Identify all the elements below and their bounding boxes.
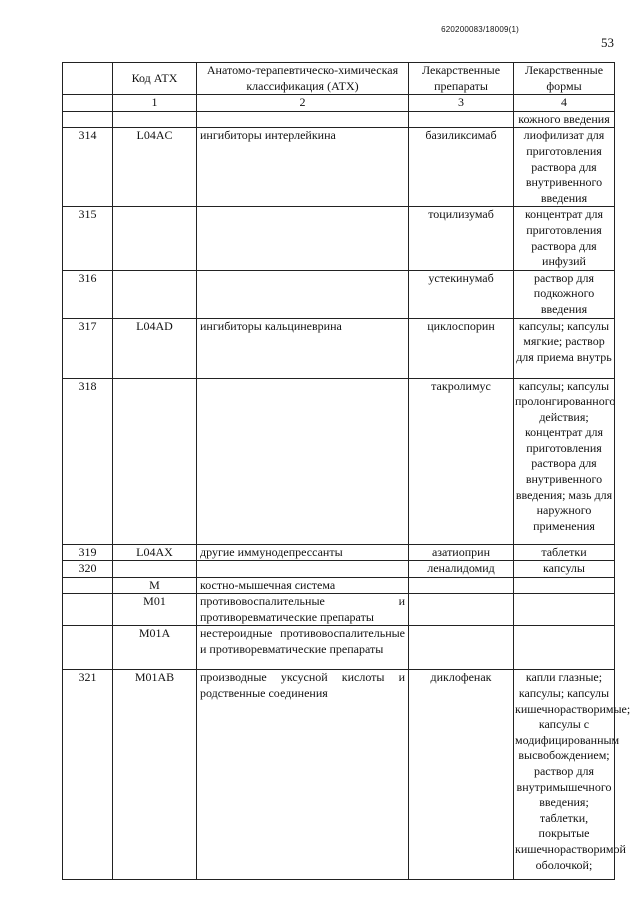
drug-name xyxy=(409,577,514,594)
atx-name: противовоспалительные и противоревматические препараты xyxy=(197,594,409,626)
header-drugs: Лекарственные препараты xyxy=(409,63,514,95)
atx-code xyxy=(113,207,197,270)
table-row xyxy=(63,128,615,207)
atx-name: ингибиторы интерлейкина xyxy=(197,128,409,207)
atx-code: L04AX xyxy=(113,544,197,561)
header-forms: Лекарственные формы xyxy=(514,63,615,95)
column-number: 3 xyxy=(409,95,514,112)
drug-form: лиофилизат для приготовления раствора для внутривенного введения xyxy=(514,128,615,207)
atx-code xyxy=(113,561,197,578)
table-row xyxy=(63,626,615,670)
drug-form: таблетки xyxy=(514,544,615,561)
continuation-text: кожного введения xyxy=(514,111,615,128)
page-number: 53 xyxy=(601,35,614,50)
table-row xyxy=(63,270,615,318)
atx-name: нестероидные противовоспалительные и противоревматические препараты xyxy=(197,626,409,670)
table-row xyxy=(63,378,615,544)
drug-form: капсулы; капсулы мягкие; раствор для приема внутрь xyxy=(514,318,615,378)
table-row xyxy=(63,670,615,880)
row-index: 314 xyxy=(63,128,113,207)
drug-form: капсулы xyxy=(514,561,615,578)
atx-name: производные уксусной кислоты и родственные соединения xyxy=(197,670,409,880)
table-row xyxy=(63,207,615,270)
drug-name: азатиоприн xyxy=(409,544,514,561)
column-number: 4 xyxy=(514,95,615,112)
drug-name xyxy=(409,594,514,626)
row-index: 321 xyxy=(63,670,113,880)
header-index xyxy=(63,63,113,95)
drug-name xyxy=(409,626,514,670)
drug-name: леналидомид xyxy=(409,561,514,578)
atx-name xyxy=(197,561,409,578)
atx-name: другие иммунодепрессанты xyxy=(197,544,409,561)
row-index xyxy=(63,626,113,670)
column-number: 1 xyxy=(113,95,197,112)
atx-code: L04AC xyxy=(113,128,197,207)
document-code: 620200083/18009(1) xyxy=(441,25,519,34)
atx-name xyxy=(197,378,409,544)
drug-form xyxy=(514,577,615,594)
column-number-row xyxy=(63,95,615,112)
column-number xyxy=(63,95,113,112)
row-index: 318 xyxy=(63,378,113,544)
atx-name: ингибиторы кальциневрина xyxy=(197,318,409,378)
column-number: 2 xyxy=(197,95,409,112)
drug-form: капсулы; капсулы пролонгированного действия; концентрат для приготовления раствора для внутривенного введения; мазь для наружного применения xyxy=(514,378,615,544)
drug-form xyxy=(514,626,615,670)
atx-name xyxy=(197,207,409,270)
drug-form xyxy=(514,594,615,626)
row-index: 320 xyxy=(63,561,113,578)
drug-form: раствор для подкожного введения xyxy=(514,270,615,318)
atx-code xyxy=(113,270,197,318)
atx-code: M01A xyxy=(113,626,197,670)
header-atx-code: Код АТХ xyxy=(113,63,197,95)
atx-code xyxy=(113,378,197,544)
table-row xyxy=(63,318,615,378)
drug-name: циклоспорин xyxy=(409,318,514,378)
drug-name: такролимус xyxy=(409,378,514,544)
table-row xyxy=(63,594,615,626)
atx-code: M xyxy=(113,577,197,594)
row-index: 316 xyxy=(63,270,113,318)
table-row xyxy=(63,577,615,594)
drug-form: капли глазные; капсулы; капсулы кишечнорастворимые; капсулы с модифицированным высвобождением; раствор для внутримышечного введения; таблетки, покрытые кишечнорастворимой оболочкой; xyxy=(514,670,615,880)
header-row xyxy=(63,63,615,95)
row-index: 317 xyxy=(63,318,113,378)
row-index: 315 xyxy=(63,207,113,270)
drug-name: диклофенак xyxy=(409,670,514,880)
row-index: 319 xyxy=(63,544,113,561)
continuation-row xyxy=(63,111,615,128)
row-index xyxy=(63,577,113,594)
table-row xyxy=(63,561,615,578)
header-atx-classification: Анатомо-терапевтическо-химическая классификация (АТХ) xyxy=(197,63,409,95)
atx-name xyxy=(197,270,409,318)
row-index xyxy=(63,594,113,626)
atx-code: M01 xyxy=(113,594,197,626)
table-row xyxy=(63,544,615,561)
drug-name: тоцилизумаб xyxy=(409,207,514,270)
atx-code: L04AD xyxy=(113,318,197,378)
drug-form: концентрат для приготовления раствора для инфузий xyxy=(514,207,615,270)
drug-name: устекинумаб xyxy=(409,270,514,318)
drug-table xyxy=(62,62,631,880)
atx-code: M01AB xyxy=(113,670,197,880)
atx-name: костно-мышечная система xyxy=(197,577,409,594)
drug-name: базиликсимаб xyxy=(409,128,514,207)
